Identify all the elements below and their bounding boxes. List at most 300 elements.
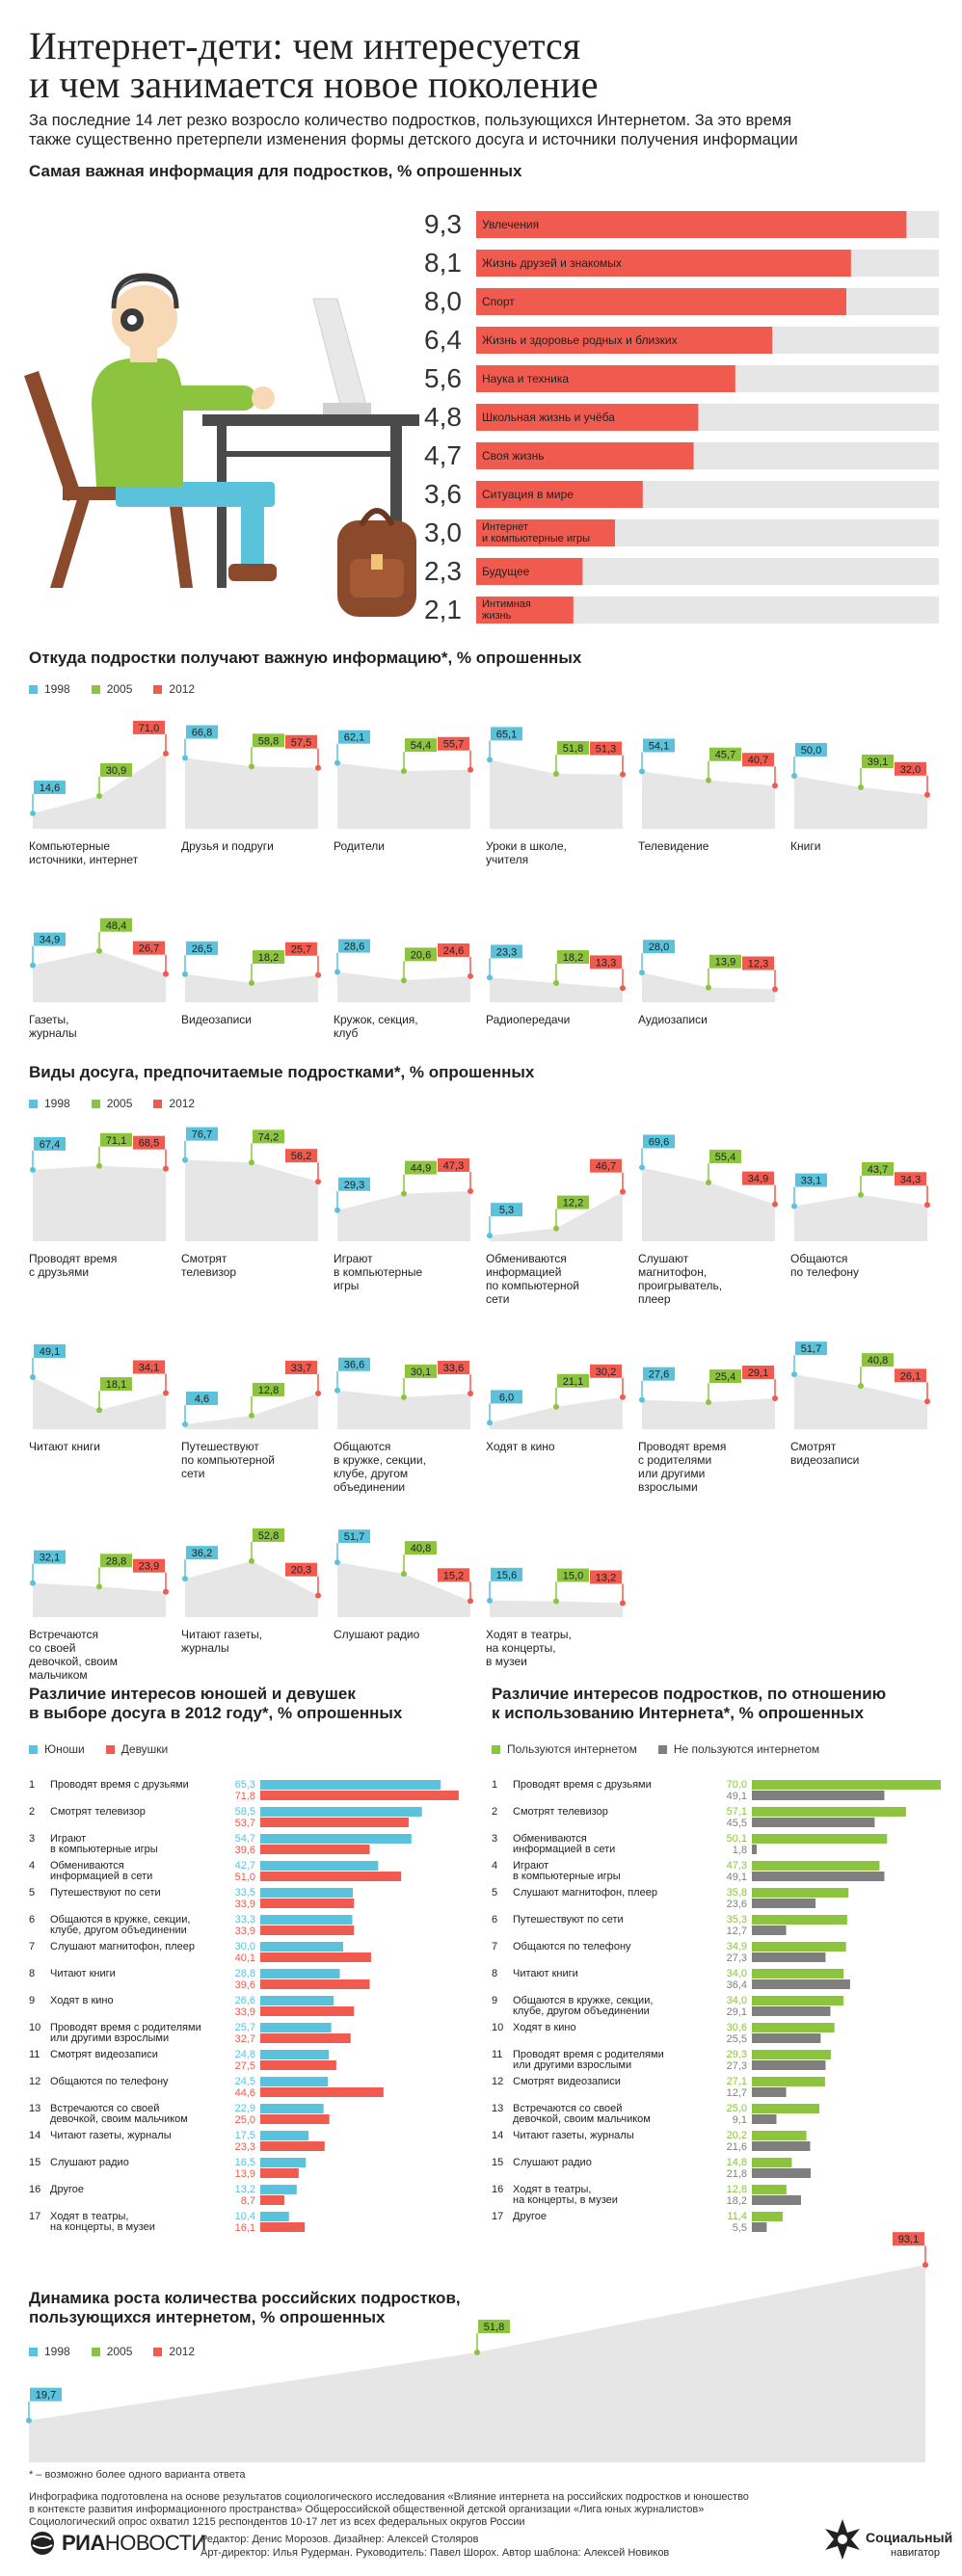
- data-label: 12,8: [257, 1384, 280, 1396]
- data-point: [182, 1157, 188, 1163]
- data-label: 43,7: [867, 1163, 889, 1176]
- value-label: 3,0: [424, 518, 462, 547]
- value-label-b: 49,1: [726, 1872, 747, 1883]
- bar-a: [752, 2131, 807, 2140]
- category-label: с друзьями: [29, 1265, 90, 1279]
- data-label: 28,0: [648, 942, 670, 954]
- data-label: 25,4: [714, 1371, 736, 1384]
- value-label-b: 32,7: [234, 2033, 255, 2045]
- bar-a: [260, 2077, 328, 2086]
- row-number: 4: [492, 1860, 498, 1872]
- value-label-a: 22,9: [234, 2103, 255, 2114]
- legend-nonusers: [658, 1742, 819, 1756]
- data-point: [334, 1388, 340, 1394]
- bar-a: [260, 1888, 353, 1898]
- data-point: [96, 793, 102, 799]
- row-number: 11: [492, 2049, 503, 2060]
- sources-chart: [0, 704, 962, 1060]
- category-label: Обмениваются: [513, 1833, 587, 1845]
- data-label: 18,2: [257, 951, 280, 964]
- legend-swatch-boys: [29, 1745, 38, 1754]
- value-label-a: 25,0: [726, 2103, 747, 2114]
- bar-b: [260, 2168, 299, 2178]
- category-label: девочкой, своим мальчиком: [513, 2113, 651, 2125]
- row-number: 2: [29, 1806, 36, 1818]
- value-label: 6,4: [424, 325, 462, 355]
- legend-swatch-2012: [153, 685, 162, 694]
- category-label: источники, интернет: [29, 853, 139, 866]
- backpack-icon: [337, 511, 416, 617]
- value-label-a: 34,0: [726, 1968, 747, 1979]
- category-label: Проводят время: [29, 1252, 118, 1265]
- row-number: 12: [492, 2076, 504, 2087]
- source-line-3: Социологический опрос охватил 1215 респондентов 10-17 лет из всех федеральных округов России: [29, 2516, 525, 2528]
- data-point: [487, 1420, 493, 1425]
- value-label-b: 5,5: [732, 2222, 747, 2234]
- data-point: [163, 971, 169, 977]
- bar-b: [260, 2222, 305, 2232]
- value-label-b: 12,7: [726, 1925, 747, 1937]
- credit-line-1: Редактор: Денис Морозов. Дизайнер: Алексей Столяров: [200, 2534, 479, 2545]
- category-label: в компьютерные: [334, 1265, 423, 1279]
- bar-b: [260, 2006, 354, 2016]
- value-label-b: 45,5: [726, 1818, 747, 1829]
- data-point: [924, 792, 930, 798]
- panel: [334, 940, 473, 1040]
- category-label: видеозаписи: [790, 1453, 860, 1467]
- category-label: Другое: [513, 2211, 547, 2222]
- row: [29, 2049, 336, 2072]
- row: [492, 2076, 825, 2099]
- data-point: [30, 1167, 36, 1173]
- category-label: Радиопередачи: [486, 1013, 571, 1026]
- data-label: 30,9: [105, 765, 127, 778]
- category-label: Слушают радио: [513, 2157, 592, 2168]
- series-area: [185, 1160, 318, 1241]
- growth-chart: [0, 2234, 962, 2467]
- bar-a: [752, 2185, 787, 2194]
- panel: [181, 1528, 321, 1655]
- category-label: Смотрят телевизор: [50, 1806, 146, 1818]
- row: [492, 1887, 848, 1910]
- row: [29, 1968, 370, 1991]
- bar-a: [260, 1942, 343, 1952]
- category-label: Ходят в театры,: [486, 1628, 572, 1641]
- row: [492, 2184, 801, 2207]
- data-label: 66,8: [191, 727, 213, 739]
- data-label: 30,1: [410, 1366, 432, 1378]
- panel: [790, 743, 930, 853]
- category-label: Проводят время с друзьями: [50, 1779, 189, 1791]
- row: [29, 1779, 459, 1802]
- panel: [638, 1134, 778, 1306]
- row-number: 12: [29, 2076, 41, 2087]
- category-label: Общаются в кружке, секции,: [513, 1995, 654, 2006]
- category-label: информацией в сети: [50, 1871, 153, 1882]
- data-label: 74,2: [257, 1131, 280, 1144]
- data-label: 62,1: [343, 731, 365, 744]
- category-label: на концерты, в музеи: [50, 2221, 155, 2233]
- category-label: учителя: [486, 853, 529, 866]
- category-label: журналы: [181, 1641, 229, 1655]
- category-label: Проводят время с родителями: [513, 2049, 664, 2060]
- data-point: [553, 1404, 559, 1410]
- value-label-a: 16,5: [234, 2157, 255, 2168]
- row-number: 8: [492, 1968, 498, 1979]
- bar-a: [752, 2077, 825, 2086]
- panel: [29, 1344, 169, 1453]
- value-label-a: 13,2: [234, 2184, 255, 2195]
- data-point: [249, 1413, 254, 1419]
- row-number: 10: [29, 2022, 41, 2033]
- panel: [638, 940, 778, 1026]
- category-label: Школьная жизнь и учёба: [482, 411, 615, 424]
- title-line-1: Интернет-дети: чем интересуется: [29, 24, 581, 67]
- panel: [29, 1133, 169, 1279]
- category-label: Общаются: [790, 1252, 848, 1265]
- gender-legend: [29, 1742, 168, 1756]
- category-label: или другими взрослыми: [513, 2059, 632, 2071]
- category-label: Читают книги: [29, 1440, 100, 1453]
- data-label: 54,4: [410, 740, 432, 753]
- category-label: Видеозаписи: [181, 1013, 253, 1026]
- category-label: Смотрят: [790, 1440, 837, 1453]
- ria-globe-icon: [29, 2530, 56, 2557]
- data-label: 13,9: [714, 956, 736, 969]
- row-number: 5: [492, 1887, 498, 1899]
- category-label: Обмениваются: [486, 1252, 567, 1265]
- bar-b: [260, 1845, 370, 1854]
- internet-heading: [492, 1685, 886, 1723]
- data-point: [772, 1202, 778, 1208]
- bar-a: [260, 2023, 332, 2032]
- data-point: [182, 971, 188, 977]
- page-title: [29, 24, 935, 106]
- sn-logo-text-a: Социальный: [866, 2530, 953, 2545]
- panel: [486, 727, 626, 866]
- legend-label-2012: 2012: [169, 682, 196, 696]
- data-label: 28,6: [343, 941, 365, 953]
- category-label: клубе, другом объединении: [50, 1925, 187, 1936]
- value-label-b: 12,7: [726, 2087, 747, 2099]
- credit-line-2: Арт-директор: Илья Рудерман. Руководитель: Павел Шорох. Автор шаблона: Алексей Новиков: [200, 2547, 670, 2559]
- category-label: на концерты, в музеи: [513, 2194, 618, 2206]
- category-label: Ситуация в мире: [482, 488, 574, 501]
- data-label: 12,2: [562, 1197, 584, 1209]
- category-label: Наука и техника: [482, 372, 570, 385]
- value-label-b: 9,1: [732, 2114, 747, 2126]
- bar-b: [752, 2168, 811, 2178]
- bar: [476, 288, 846, 315]
- category-label: Обмениваются: [50, 1860, 124, 1872]
- category-label: Слушают магнитофон, плеер: [513, 1887, 657, 1899]
- data-label: 34,1: [138, 1362, 160, 1374]
- panel: [334, 1529, 473, 1641]
- sources-title: Откуда подростки получают важную информацию*, % опрошенных: [29, 649, 582, 667]
- category-label: Читают книги: [513, 1968, 578, 1979]
- row-number: 5: [29, 1887, 36, 1899]
- legend-label-2005: 2005: [106, 682, 133, 696]
- category-label: Слушают радио: [50, 2157, 129, 2168]
- value-label-b: 40,1: [234, 1952, 255, 1964]
- row: [492, 2049, 831, 2072]
- category-label: сети: [486, 1292, 510, 1306]
- data-label: 45,7: [714, 749, 736, 761]
- data-point: [791, 1204, 797, 1209]
- value-label-a: 17,5: [234, 2130, 255, 2141]
- data-point: [315, 1179, 321, 1184]
- row: [492, 1806, 906, 1829]
- bar-a: [260, 2050, 329, 2059]
- data-label: 33,6: [442, 1363, 465, 1375]
- category-label: Смотрят телевизор: [513, 1806, 608, 1818]
- category-label: игры: [334, 1279, 360, 1292]
- value-label-a: 24,8: [234, 2049, 255, 2060]
- value-label-b: 51,0: [234, 1872, 255, 1883]
- panel: [29, 721, 169, 866]
- source-line-2: в контексте развития информационного пространства» Общероссийской общественной детской организации «Лига юных журналистов»: [29, 2504, 705, 2515]
- row: [492, 1833, 887, 1856]
- category-label: информацией в сети: [513, 1844, 616, 1855]
- data-point: [620, 1189, 626, 1195]
- value-label-a: 54,7: [234, 1833, 255, 1845]
- data-label: 40,8: [867, 1355, 889, 1368]
- data-label: 54,1: [648, 740, 670, 753]
- category-label: Друзья и подруги: [181, 839, 274, 853]
- bar-b: [752, 1952, 825, 1962]
- ria-logo: [29, 2530, 206, 2557]
- data-point: [772, 1395, 778, 1401]
- row-number: 15: [492, 2157, 504, 2168]
- data-point: [553, 1226, 559, 1232]
- category-label: Кружок, секция,: [334, 1013, 418, 1026]
- internet-title-line-2: к использованию Интернета*, % опрошенных: [492, 1704, 865, 1722]
- category-label: со своей: [29, 1641, 76, 1655]
- category-label: Путешествуют: [181, 1440, 259, 1453]
- bar-b: [752, 2222, 766, 2232]
- bar-b: [260, 2060, 336, 2070]
- legend-swatch-2005: [92, 685, 100, 694]
- data-point: [922, 2262, 928, 2268]
- data-point: [30, 1580, 36, 1586]
- data-point: [858, 1383, 864, 1389]
- bar-a: [260, 1969, 340, 1978]
- data-point: [163, 1589, 169, 1595]
- bar-b: [260, 1979, 370, 1989]
- category-label: информацией: [486, 1265, 562, 1279]
- row-number: 3: [29, 1833, 36, 1845]
- legend-swatch-2012: [153, 1100, 162, 1108]
- data-label: 32,0: [899, 763, 922, 776]
- gender-title-line-1: Различие интересов юношей и девушек: [29, 1685, 356, 1703]
- growth-title-line-2: пользующихся интернетом, % опрошенных: [29, 2308, 386, 2326]
- category-label: Жизнь и здоровье родных и близких: [482, 333, 678, 347]
- data-point: [706, 1180, 711, 1185]
- value-label-a: 47,3: [726, 1860, 747, 1872]
- category-label: Читают газеты, журналы: [513, 2130, 634, 2141]
- data-label: 15,0: [562, 1570, 584, 1582]
- bar-b: [260, 1818, 409, 1827]
- bar: [476, 211, 906, 238]
- row-number: 7: [29, 1941, 36, 1952]
- category-label: Уроки в школе,: [486, 839, 567, 853]
- row-number: 8: [29, 1968, 36, 1979]
- data-label: 51,7: [800, 1343, 822, 1356]
- panel: [334, 1158, 473, 1292]
- series-area: [33, 951, 166, 1002]
- data-point: [334, 969, 340, 975]
- value-label: 8,1: [424, 248, 462, 278]
- value-label: 5,6: [424, 363, 462, 393]
- row-number: 3: [492, 1833, 498, 1845]
- legend-label-nonusers: Не пользуются интернетом: [673, 1742, 820, 1756]
- data-point: [96, 948, 102, 954]
- value-label-a: 50,1: [726, 1833, 747, 1845]
- data-point: [182, 1576, 188, 1581]
- value-label-b: 25,0: [234, 2114, 255, 2126]
- data-label: 34,9: [39, 934, 61, 946]
- data-label: 68,5: [138, 1137, 160, 1150]
- row: [29, 2076, 384, 2099]
- data-point: [620, 1600, 626, 1606]
- bar-a: [752, 2104, 819, 2113]
- data-label: 71,0: [138, 722, 160, 734]
- legend-2012: [153, 682, 195, 696]
- data-point: [315, 972, 321, 978]
- legend-label-2012: 2012: [169, 1097, 196, 1110]
- row-number: 9: [29, 1995, 36, 2006]
- data-point: [468, 1188, 473, 1194]
- category-label: Играют: [50, 1833, 87, 1845]
- row: [492, 2211, 783, 2234]
- leisure-chart: [0, 1116, 962, 1682]
- data-label: 24,6: [442, 944, 465, 957]
- source-line-1: Инфографика подготовлена на основе результатов социологического исследования «Влияние интернета на российских подростков и юношество: [29, 2491, 749, 2503]
- data-point: [620, 1394, 626, 1400]
- bar-a: [752, 2050, 831, 2059]
- value-label-a: 10,4: [234, 2211, 255, 2222]
- data-point: [182, 1421, 188, 1427]
- data-label: 4,6: [194, 1393, 210, 1405]
- value-label-b: 23,3: [234, 2141, 255, 2153]
- row-number: 14: [492, 2130, 504, 2141]
- data-label: 28,8: [105, 1555, 127, 1568]
- data-label: 55,7: [442, 738, 465, 751]
- data-label: 36,2: [191, 1548, 213, 1560]
- value-label-a: 57,1: [726, 1806, 747, 1818]
- bar-a: [260, 1807, 422, 1817]
- value-label-b: 21,8: [726, 2168, 747, 2180]
- category-label: Общаются по телефону: [513, 1941, 631, 1952]
- data-label: 33,1: [800, 1175, 822, 1187]
- row: [29, 1833, 412, 1856]
- footnote: [29, 2469, 246, 2482]
- data-point: [706, 985, 711, 991]
- value-label-b: 23,6: [726, 1899, 747, 1910]
- bar-a: [752, 2212, 783, 2221]
- bar-b: [260, 1952, 371, 1962]
- data-label: 30,2: [595, 1366, 617, 1378]
- data-point: [620, 772, 626, 778]
- category-label: Жизнь друзей и знакомых: [482, 256, 622, 270]
- legend-boys: [29, 1742, 85, 1756]
- bar-b: [752, 2060, 825, 2070]
- category-label: в компьютерные игры: [50, 1844, 158, 1855]
- data-label: 18,1: [105, 1379, 127, 1392]
- panel: [29, 1551, 169, 1682]
- value-label-a: 25,7: [234, 2022, 255, 2033]
- category-label: Ходят в кино: [486, 1440, 555, 1453]
- value-label-a: 70,0: [726, 1779, 747, 1791]
- value-label-a: 34,9: [726, 1941, 747, 1952]
- data-label: 18,2: [562, 951, 584, 964]
- row-number: 11: [29, 2049, 40, 2060]
- gender-title-line-2: в выборе досуга в 2012 году*, % опрошенных: [29, 1704, 403, 1722]
- category-label: Ходят в театры,: [50, 2211, 129, 2222]
- panel: [638, 738, 778, 853]
- sources-legend: [29, 682, 195, 696]
- data-point: [30, 810, 36, 816]
- row: [29, 2103, 330, 2126]
- data-label: 25,7: [290, 943, 312, 956]
- category-label: Интернет: [482, 521, 528, 533]
- data-label: 76,7: [191, 1129, 213, 1141]
- important-info-heading: [29, 162, 522, 181]
- row: [492, 1995, 843, 2018]
- legend-label-1998: 1998: [44, 2345, 70, 2358]
- value-label-a: 35,3: [726, 1914, 747, 1925]
- panel: [181, 1128, 321, 1279]
- category-label: Будущее: [482, 565, 530, 578]
- bar-b: [752, 1899, 815, 1908]
- category-label: или другими взрослыми: [50, 2032, 170, 2044]
- important-info-title: Самая важная информация для подростков, % опрошенных: [29, 162, 522, 180]
- category-label: Читают газеты, журналы: [50, 2130, 172, 2141]
- value-label-b: 27,3: [726, 1952, 747, 1964]
- data-label: 50,0: [800, 745, 822, 757]
- data-point: [772, 986, 778, 992]
- data-point: [182, 756, 188, 761]
- data-point: [334, 760, 340, 766]
- value-label-a: 34,0: [726, 1995, 747, 2006]
- category-label: Другое: [50, 2184, 84, 2195]
- row: [29, 1941, 371, 1964]
- value-label: 3,6: [424, 479, 462, 509]
- data-point: [468, 1391, 473, 1396]
- value-label-a: 20,2: [726, 2130, 747, 2141]
- value-label-b: 71,8: [234, 1791, 255, 1802]
- value-label-b: 33,9: [234, 1899, 255, 1910]
- row-number: 17: [492, 2211, 504, 2222]
- category-label: Проводят время с родителями: [50, 2022, 201, 2033]
- data-point: [249, 980, 254, 986]
- category-label: сети: [181, 1467, 205, 1480]
- value-label-b: 39,6: [234, 1979, 255, 1991]
- legend-1998: [29, 682, 70, 696]
- category-label: Интимная: [482, 598, 531, 610]
- data-label: 51,8: [483, 2322, 505, 2334]
- row: [29, 2022, 351, 2045]
- growth-title-line-1: Динамика роста количества российских подростков,: [29, 2289, 461, 2307]
- data-label: 40,7: [747, 755, 769, 767]
- data-label: 23,9: [138, 1560, 160, 1573]
- category-label: Родители: [334, 839, 385, 853]
- data-label: 26,7: [138, 943, 160, 955]
- data-label: 20,6: [410, 949, 432, 962]
- category-label: Встречаются: [29, 1628, 98, 1641]
- legend-label-1998: 1998: [44, 682, 70, 696]
- category-label: по компьютерной: [486, 1279, 580, 1292]
